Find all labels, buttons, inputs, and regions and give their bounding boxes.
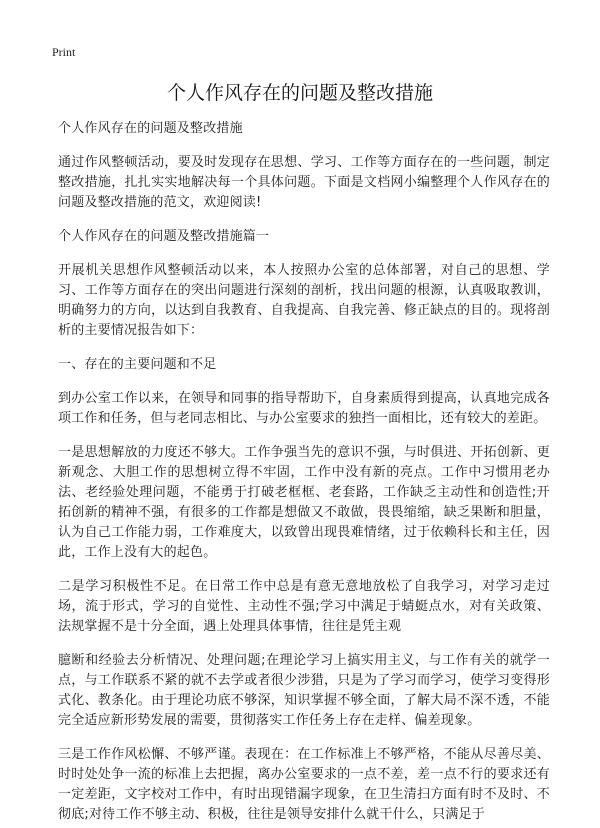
print-link[interactable]: Print	[52, 45, 76, 59]
paragraph-point-one: 一是思想解放的力度还不够大。工作争强当先的意识不强，与时俱进、开拓创新、更新观念、大胆工作的思想树立得不牢固，工作中没有新的亮点。工作中习惯用老办法、老经验处理问题，不能勇于打破老框框、老套路，工作缺乏主动性和创造性;开拓创新的精神不强，有很多的工作都是想做又不敢做，畏畏缩缩，缺乏果断和胆量，认为自己工作能力弱，工作难度大，以致曾出现畏难情绪，过于依赖科长和主任，因此，工作上没有大的起色。	[58, 445, 550, 560]
section-heading-intro: 个人作风存在的问题及整改措施	[58, 121, 243, 136]
paragraph-overview: 开展机关思想作风整顿活动以来，本人按照办公室的总体部署，对自己的思想、学习、工作等方面存在的突出问题进行深刻的剖析，找出问题的根源，认真吸取教训，明确努力的方向，以达到自我教育、自我提高、自我完善、修正缺点的目的。现将剖析的主要情况报告如下：	[58, 263, 550, 338]
document-title: 个人作风存在的问题及整改措施	[166, 82, 433, 104]
paragraph-intro: 通过作风整顿活动，要及时发现存在思想、学习、工作等方面存在的一些问题，制定整改措施，扎扎实实地解决每一个具体问题。下面是文档网小编整理个人作风存在的问题及整改措施的范文，欢迎阅读!	[58, 155, 550, 210]
document-body	[58, 119, 550, 828]
section-heading-part-one: 个人作风存在的问题及整改措施篇一	[58, 229, 270, 244]
paragraph-point-two: 二是学习积极性不足。在日常工作中总是有意无意地放松了自我学习，对学习走过场，流于形式，学习的自觉性、主动性不强;学习中满足于蜻蜓点水，对有关政策、法规掌握不是十分全面，遇上处理具体事情，往往是凭主观	[58, 579, 550, 634]
paragraph-point-three: 三是工作作风松懈、不够严谨。表现在：在工作标准上不够严格，不能从尽善尽美、时时处处争一流的标准上去把握，离办公室要求的一点不差，差一点不行的要求还有一定差距，文字校对工作中，有时出现错漏字现象，在卫生清扫方面有时不及时、不彻底;对待工作不够主动、积极，往往是领导安排什么就干什么，只满足于	[58, 747, 550, 822]
paragraph-point-two-cont: 臆断和经验去分析情况、处理问题;在理论学习上搞实用主义，与工作有关的就学一点，与工作联系不紧的就不去学或者很少涉猎，只是为了学习而学习，使学习变得形式化、教条化。由于理论功底不够深，知识掌握不够全面，了解大局不深不透，不能完全适应新形势发展的需要，贯彻落实工作任务上存在走样、偏差现象。	[58, 653, 550, 728]
section-heading-problems: 一、存在的主要问题和不足	[58, 357, 217, 372]
paragraph-gap: 到办公室工作以来，在领导和同事的指导帮助下，自身素质得到提高，认真地完成各项工作和任务，但与老同志相比、与办公室要求的独挡一面相比，还有较大的差距。	[58, 391, 550, 426]
